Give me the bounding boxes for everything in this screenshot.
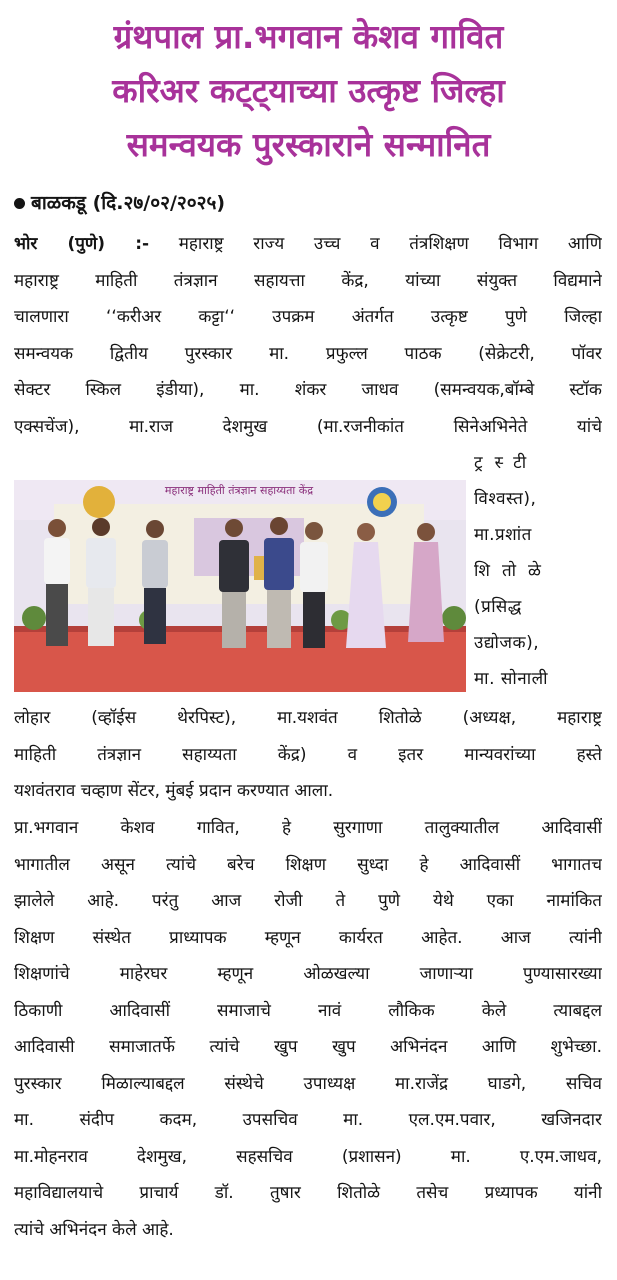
side-line: मा.प्रशांत (474, 525, 532, 545)
side-column-text (474, 445, 614, 697)
headline-line-1: ग्रंथपाल प्रा.भगवान केशव गावित (113, 17, 504, 56)
paragraph-3-line: शिक्षणांचे माहेरघर म्हणून ओळखल्या जाणाऱ्या पुण्यासारख्या (14, 964, 602, 984)
photo-banner-text: महाराष्ट्र माहिती तंत्रज्ञान सहाय्यता केंद्र (164, 484, 314, 497)
paragraph-1 (14, 226, 602, 445)
paragraph-1-line: चालणारा ‘‘करीअर कट्टा‘‘ उपक्रम अंतर्गत उत्कृष्ट पुणे जिल्हा (14, 307, 602, 327)
headline-line-3: समन्वयक पुरस्काराने सन्मानित (126, 125, 491, 164)
paragraph-2-line: लोहार (व्हॉईस थेरपिस्ट), मा.यशवंत शितोळे (अध्यक्ष, महाराष्ट्र (14, 708, 602, 728)
side-line: ट्रस्टी (474, 453, 539, 473)
side-line: उद्योजक), (474, 633, 540, 653)
side-line: (प्रसिद्ध (474, 597, 522, 617)
dateline-text: बाळकडू (दि.२७/०२/२०२५) (31, 192, 226, 214)
ceremony-illustration (14, 480, 466, 692)
paragraph-3 (14, 810, 602, 1248)
paragraph-3-line: महाविद्यालयाचे प्राचार्य डॉ. तुषार शितोळे तसेच प्रध्यापक यांनी (14, 1183, 602, 1203)
paragraph-1-line: भोर (पुणे) :- महाराष्ट्र राज्य उच्च व तंत्रशिक्षण विभाग आणि (14, 234, 602, 254)
headline-line-2: करिअर कट्ट्याच्या उत्कृष्ट जिल्हा (112, 71, 505, 110)
paragraph-3-line: भागातील असून त्यांचे बरेच शिक्षण सुध्दा हे आदिवासीं भागातच (14, 854, 602, 875)
award-ceremony-photo (14, 480, 466, 692)
paragraph-2-line: यशवंतराव चव्हाण सेंटर, मुंबई प्रदान करण्यात आला. (14, 781, 334, 801)
paragraph-1-line: समन्वयक द्वितीय पुरस्कार मा. प्रफुल्ल पाठक (सेक्रेटरी, पॉवर (14, 343, 602, 364)
paragraph-2 (14, 700, 602, 810)
side-line: मा. सोनाली (474, 669, 549, 689)
bullet-icon (14, 198, 25, 209)
side-line: शितोळे (474, 561, 553, 581)
paragraph-3-line: मा. संदीप कदम, उपसचिव मा. एल.एम.पवार, खजिनदार (14, 1110, 602, 1130)
paragraph-1-line: एक्सचेंज), मा.राज देशमुख (मा.रजनीकांत सिनेअभिनेते यांचे (14, 416, 602, 437)
paragraph-3-line: झालेले आहे. परंतु आज रोजी ते पुणे येथे एका नामांकित (14, 891, 602, 911)
paragraph-3-line: प्रा.भगवान केशव गावित, हे सुरगाणा तालुक्यातील आदिवासीं (14, 818, 602, 838)
paragraph-3-line: मा.मोहनराव देशमुख, सहसचिव (प्रशासन) मा. ए.एम.जाधव, (14, 1146, 602, 1167)
paragraph-1-line: महाराष्ट्र माहिती तंत्रज्ञान सहायत्ता केंद्र, यांच्या संयुक्त विद्यमाने (14, 270, 602, 291)
person-figure (44, 519, 70, 646)
place-label: भोर (पुणे) :- (14, 234, 150, 254)
headline (8, 10, 609, 172)
paragraph-3-line: आदिवासी समाजातर्फे त्यांचे खुप खुप अभिनंदन आणि शुभेच्छा. (14, 1037, 602, 1057)
paragraph-3-line: पुरस्कार मिळाल्याबद्दल संस्थेचे उपाध्यक्ष मा.राजेंद्र घाडगे, सचिव (14, 1073, 602, 1094)
paragraph-1-line: सेक्टर स्किल इंडीया), मा. शंकर जाधव (समन्वयक,बॉम्बे स्टॉक (14, 380, 602, 400)
paragraph-3-line: शिक्षण संस्थेत प्राध्यापक म्हणून कार्यरत आहेत. आज त्यांनी (14, 927, 602, 948)
paragraph-3-line: ठिकाणी आदिवासीं समाजाचे नावं लौकिक केले त्याबद्दल (14, 1000, 602, 1021)
paragraph-3-line: त्यांचे अभिनंदन केले आहे. (14, 1219, 174, 1240)
paragraph-2-line: माहिती तंत्रज्ञान सहाय्यता केंद्र) व इतर मान्यवरांच्या हस्ते (14, 744, 602, 765)
dateline (14, 188, 225, 218)
side-line: विश्वस्त), (474, 489, 537, 509)
